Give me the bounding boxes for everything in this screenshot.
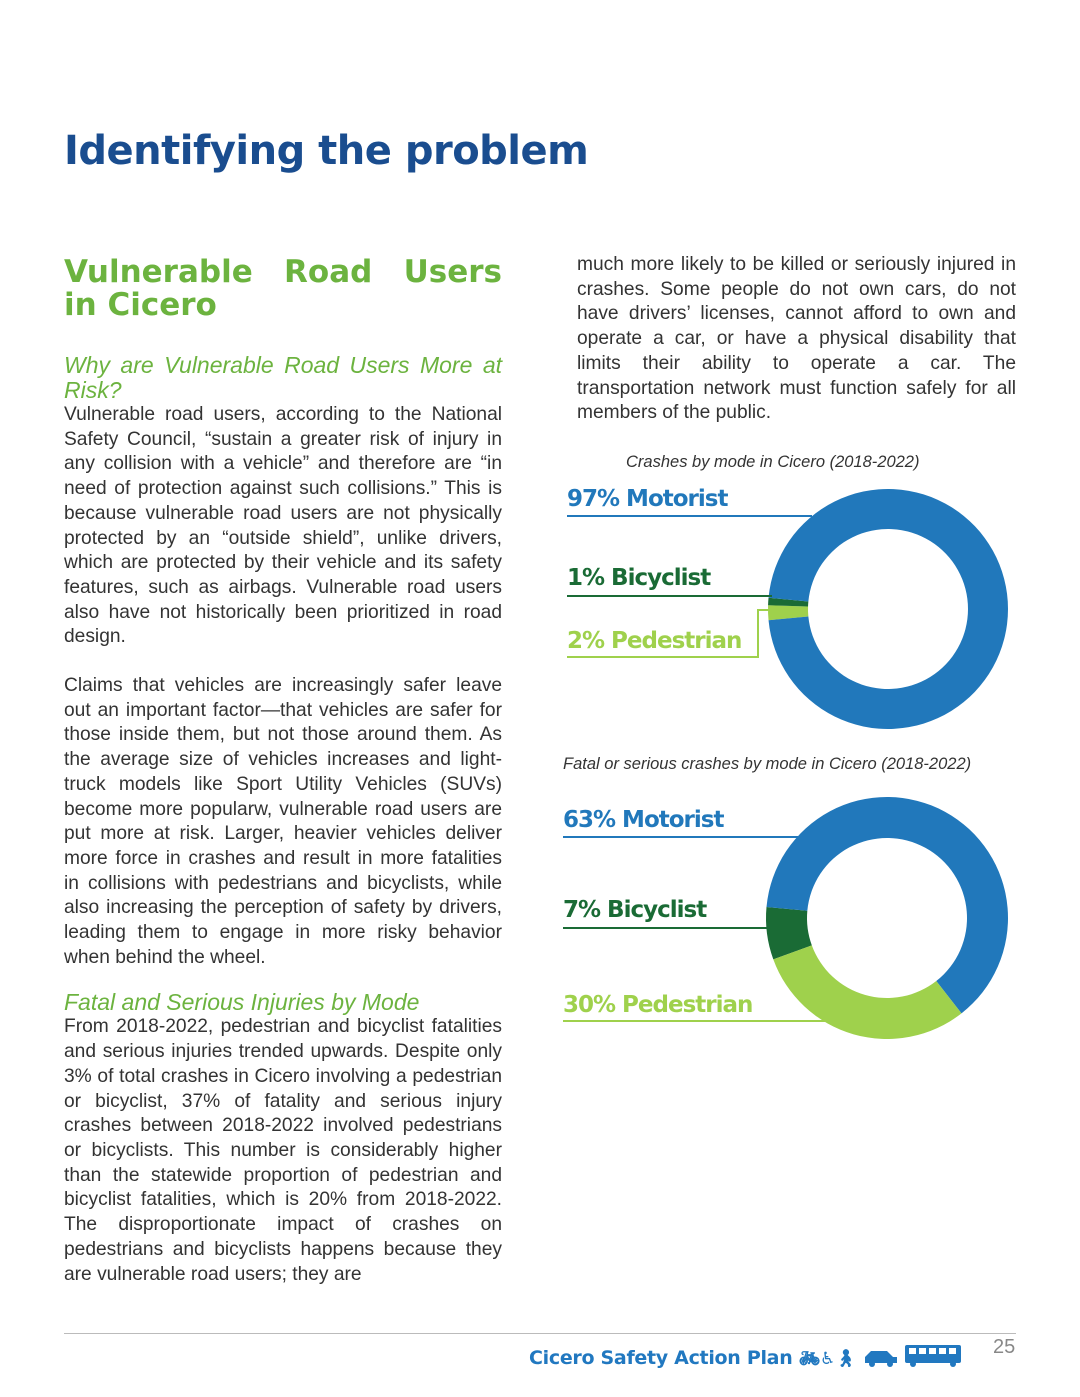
donut-2-slice-pedestrian — [773, 945, 961, 1039]
footer-plan-name: Cicero Safety Action Plan 🚲︎♿︎🚶︎ — [529, 1343, 963, 1369]
label-pedestrian-2: 30% Pedestrian — [563, 992, 753, 1018]
mode-icons: 🚲︎♿︎🚶︎ — [798, 1349, 857, 1369]
page-number: 25 — [993, 1336, 1016, 1358]
subheading-fatal: Fatal and Serious Injuries by Mode — [64, 989, 420, 1016]
section-title: Vulnerable Road Users in Cicero — [64, 254, 502, 323]
paragraph-2: Claims that vehicles are increasingly safer leave out an important factor—that vehicles are safer for those inside them, but not those around them. As the average size of vehicles increases and light-truck models like Sport Utility Vehicles (SUVs) become more popularw, vulnerable road users are put more at risk. Larger, heavier vehicles deliver more force in crashes and result in more fatalities in collisions with pedestrians and bicyclists, while also increasing the perception of safety by drivers, leading them to engage in more risky behavior when behind the wheel. — [64, 675, 502, 968]
label-pedestrian-1: 2% Pedestrian — [567, 628, 742, 654]
paragraph-1: Vulnerable road users, according to the National Safety Council, “sustain a greater risk of injury in any collision with a vehicle” and therefore are “in need of protection against such collisions.” This is because vulnerable road users are not physically protected by an “outside shield”, unlike drivers, which are protected by their vehicle and its safety features, such as airbags. Vulnerable road users also have not historically been prioritized in road design. — [64, 404, 502, 648]
chart-1-title: Crashes by mode in Cicero (2018-2022) — [626, 453, 920, 471]
footer-divider — [64, 1333, 1016, 1334]
label-motorist-2: 63% Motorist — [563, 807, 724, 833]
paragraph-3: From 2018-2022, pedestrian and bicyclist fatalities and serious injuries trended upwards. Despite only 3% of total crashes in Cicero involving a pedestrian or bicyclist, 37% of fatality and serious injury crashes between 2018-2022 involved pedestrians or bicyclists. This number is considerably higher than the statewide proportion of pedestrian and bicyclist fatalities, which is 20% from 2018-2022. The disproportionate impact of crashes on pedestrians and bicyclists happens because they are vulnerable road users; they are — [64, 1016, 502, 1285]
chart-2-title: Fatal or serious crashes by mode in Cicero (2018-2022) — [563, 755, 972, 773]
label-bicyclist-1: 1% Bicyclist — [567, 565, 711, 591]
car-bus-icon — [863, 1343, 963, 1369]
label-motorist-1: 97% Motorist — [567, 486, 728, 512]
page-title: Identifying the problem — [64, 128, 589, 174]
subheading-why: Why are Vulnerable Road Users More at Risk? — [64, 352, 502, 403]
paragraph-4: much more likely to be killed or seriously injured in crashes. Some people do not own cars, do not have drivers’ licenses, cannot afford to own and operate a car, or have a physical disability that limits their ability to operate a car. The transportation network must function safely for all members of the public. — [577, 254, 1016, 424]
label-bicyclist-2: 7% Bicyclist — [563, 897, 707, 923]
